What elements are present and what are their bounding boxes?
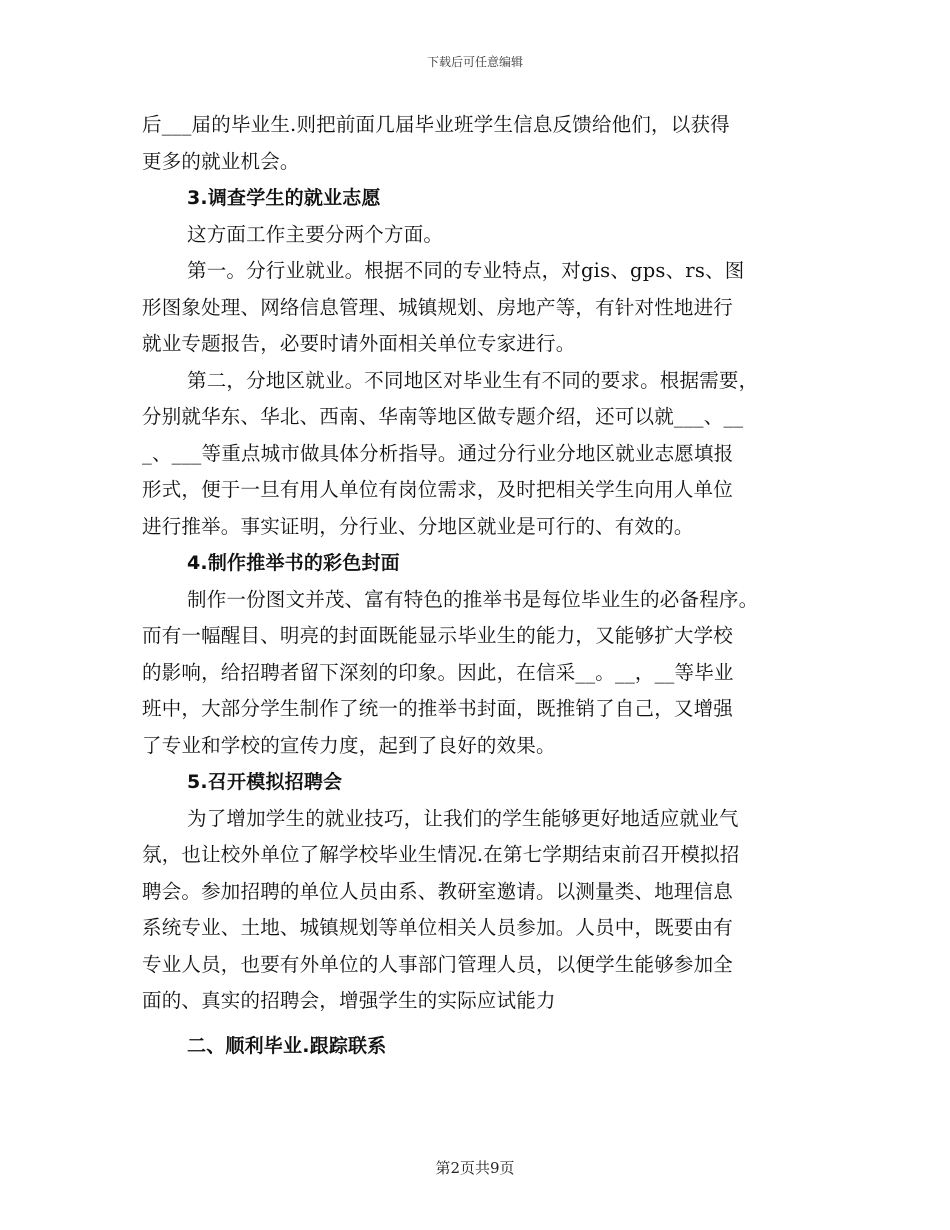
body-line: 制作一份图文并茂、富有特色的推举书是每位毕业生的必备程序。 xyxy=(187,587,759,611)
body-line: 就业专题报告，必要时请外面相关单位专家进行。 xyxy=(142,332,576,355)
body-line: 第一。分行业就业。根据不同的专业特点，对gis、gps、rs、图 xyxy=(187,259,745,282)
body-line: 面的、真实的招聘会，增强学生的实际应试能力 xyxy=(142,989,556,1012)
body-line: 氛，也让校外单位了解学校毕业生情况.在第七学期结束前召开模拟招 xyxy=(142,843,740,866)
body-line: 班中，大部分学生制作了统一的推举书封面，既推销了自己，又增强 xyxy=(142,697,734,720)
body-line: 专业人员，也要有外单位的人事部门管理人员，以便学生能够参加全 xyxy=(142,952,734,976)
body-line: 聘会。参加招聘的单位人员由系、教研室邀请。以测量类、地理信息 xyxy=(142,879,734,903)
body-line: 进行推举。事实证明，分行业、分地区就业是可行的、有效的。 xyxy=(142,514,694,538)
body-line: 后___届的毕业生.则把前面几届毕业班学生信息反馈给他们，以获得 xyxy=(142,113,730,136)
body-line: 系统专业、土地、城镇规划等单位相关人员参加。人员中，既要由有 xyxy=(142,916,734,939)
body-line: _、___等重点城市做具体分析指导。通过分行业分地区就业志愿填报 xyxy=(142,441,734,465)
section-heading: 3.调查学生的就业志愿 xyxy=(187,187,381,209)
body-line: 形图象处理、网络信息管理、城镇规划、房地产等，有针对性地进行 xyxy=(142,295,734,319)
body-line: 而有一幅醒目、明亮的封面既能显示毕业生的能力，又能够扩大学校 xyxy=(142,624,734,647)
page-header: 下载后可任意编辑 xyxy=(426,55,523,69)
section-heading: 4.制作推举书的彩色封面 xyxy=(187,552,400,574)
page-footer: 第2页共9页 xyxy=(435,1159,515,1177)
section-heading: 5.召开模拟招聘会 xyxy=(187,771,343,793)
body-line: 分别就华东、华北、西南、华南等地区做专题介绍，还可以就___、__ xyxy=(142,405,744,428)
body-line: 的影响，给招聘者留下深刻的印象。因此，在信采__。__，__等毕业 xyxy=(142,660,734,684)
body-line: 第二，分地区就业。不同地区对毕业生有不同的要求。根据需要， xyxy=(187,368,759,392)
body-line: 形式，便于一旦有用人单位有岗位需求，及时把相关学生向用人单位 xyxy=(142,478,734,501)
body-line: 这方面工作主要分两个方面。 xyxy=(187,222,444,246)
section-heading: 二、顺利毕业.跟踪联系 xyxy=(187,1034,387,1057)
body-line: 为了增加学生的就业技巧，让我们的学生能够更好地适应就业气 xyxy=(187,806,739,830)
body-line: 了专业和学校的宣传力度，起到了良好的效果。 xyxy=(142,733,556,757)
document-body xyxy=(142,107,814,1064)
body-line: 更多的就业机会。 xyxy=(142,149,300,173)
